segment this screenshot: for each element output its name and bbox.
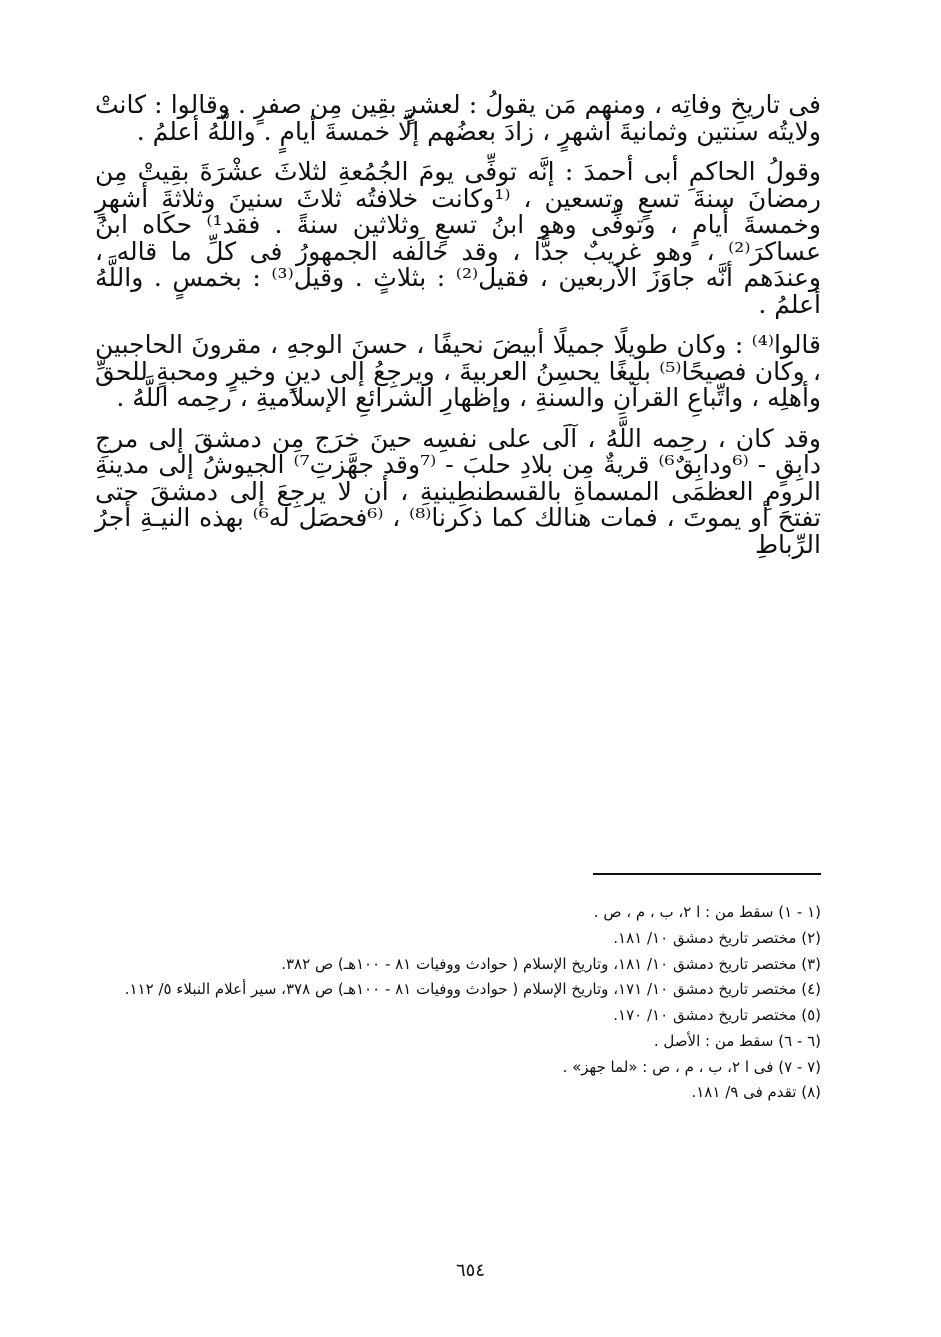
footnote-5: (٥) مختصر تاريخ دمشق ١٠/ ١٧٠. — [613, 1006, 821, 1024]
paragraph-3: قالوا⁽⁴⁾ : وكان طويلًا جميلًا أبيضَ نحيفًا ، حسنَ الوجهِ ، مقرونَ الحاجبين ، وكان فصيحًا⁽⁵⁾ بليغًا يحسِنُ العربيةَ ، ويرجِعُ إلى دينٍ وخيرٍ ومحبةٍ للحقِّ وأهلِه ، واتِّباعِ القرآنِ والسنةِ ، وإظهارِ الشرائعِ الإسلاميةِ ، رحِمه اللَّهُ . — [95, 330, 821, 412]
footnote-3: (٣) مختصر تاريخ دمشق ١٠/ ١٨١، وتاريخ الإسلام ( حوادث ووفيات ٨١ - ١٠٠هـ) ص ٣٨٢. — [281, 954, 821, 973]
page-number: ٦٥٤ — [455, 1260, 485, 1281]
paragraph-1: فى تاريخِ وفاتِه ، ومنهم مَن يقولُ : لعشرٍ بقِين مِن صفرٍ . وقالوا : كانتْ ولايتُه سنتين وثمانيةَ أشهرٍ ، زادَ بعضُهم إلَّا خمسةَ أيامٍ . واللَّهُ أعلمُ . — [95, 90, 821, 146]
paragraph-2: وقولُ الحاكمِ أبى أحمدَ : إنَّه توفِّى يومَ الجُمُعةِ لثلاثَ عشْرَةَ بقِيتْ مِن رمضانَ سنةَ تسعٍ وتسعين ، ⁽¹وكانت خلافتُه ثلاثَ سنينَ وثلاثةَ أشهرٍ وخمسةَ أيامٍ ، وتوفِّى وهو ابنُ تسعٍ وثلاثين سنةً . فقد¹⁾ حكَاه ابنُ عساكرَ⁽²⁾ ، وهو غريبٌ جدًّا ، وقد خالَفه الجمهورُ فى كلِّ ما قاله ، وعندَهم أنَّه جاوَزَ الأربعين ، فقيل⁽²⁾ : بثلاثٍ . وقيل⁽³⁾ : بخمسٍ . واللَّهُ أعلمُ . — [95, 157, 822, 319]
footnotes-list — [95, 902, 821, 1108]
footnote-6: (٦ - ٦) سقط من : الأصل . — [653, 1031, 821, 1050]
footnote-4: (٤) مختصر تاريخ دمشق ١٠/ ١٧١، وتاريخ الإسلام ( حوادث ووفيات ٨١ - ١٠٠هـ) ص ٣٧٨، سير أعلام النبلاء ٥/ ١١٢. — [124, 980, 821, 999]
footnote-8: (٨) تقدم فى ٩/ ١٨١. — [691, 1083, 821, 1102]
paragraph-4: وقد كان ، رحِمه اللَّهُ ، آلَى على نفسِه حينَ خرَج مِن دمشقَ إلى مرجِ دابِقٍ - ⁽⁶ودابِقٌ⁶⁾ قريةٌ مِن بلادِ حلبَ - ⁽⁷وقد جهَّزتِ⁷⁾ الجيوشُ إلى مدينةِ الرومِ العظمَى المسماةِ بالقسطنطينيةِ ، أن لا يرجِعَ إلى دمشقَ حتى تفتحَ أو يموتَ ، فمات هنالك كما ذكَرنا⁽⁸⁾ ، ⁽⁶فحصَل له⁶⁾ بهذه النيـةِ أجرُ الرِّباطِ — [95, 423, 822, 559]
footnote-separator — [593, 873, 821, 875]
footnote-7: (٧ - ٧) فى ا ٢، ب ، م ، ص : «لما جهز» . — [562, 1057, 821, 1076]
main-text — [95, 92, 821, 558]
footnote-1: (١ - ١) سقط من : ا ٢، ب ، م ، ص . — [593, 903, 821, 921]
footnote-2: (٢) مختصر تاريخ دمشق ١٠/ ١٨١. — [613, 928, 821, 947]
